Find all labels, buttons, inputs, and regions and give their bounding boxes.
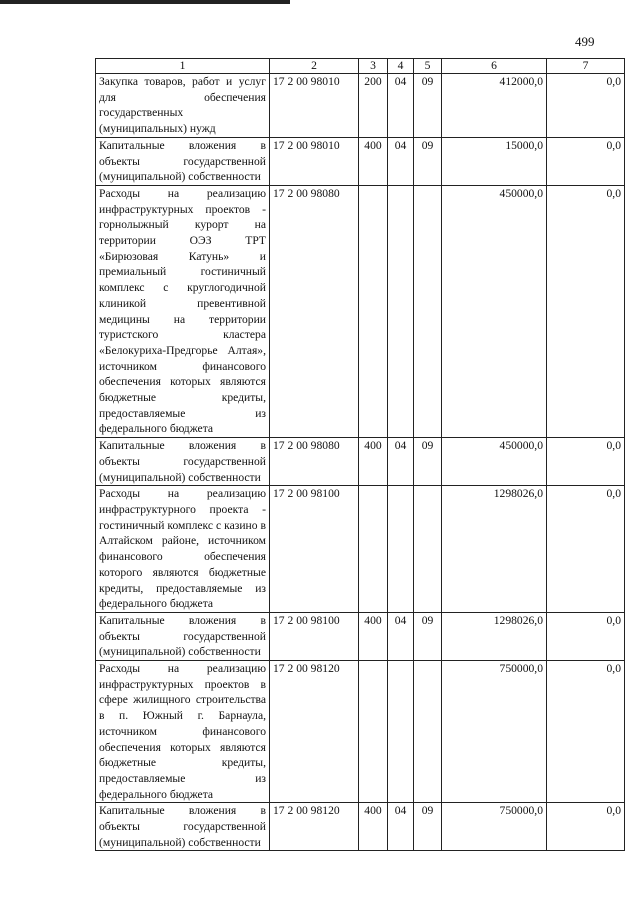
row-amount-cell: 750000,0 [442,661,547,803]
row-subsection-cell [414,661,442,803]
row-subsection-cell: 09 [414,612,442,660]
table-row [96,438,625,486]
row-amount-2-cell: 0,0 [547,661,625,803]
header-col-4: 4 [388,59,414,74]
row-code-cell: 17 2 00 98080 [270,185,359,437]
row-amount-cell: 450000,0 [442,185,547,437]
row-amount-cell: 1298026,0 [442,486,547,613]
row-name-cell: Капитальные вложения в объекты государственной (муниципальной) собственности [96,803,270,851]
row-subsection-cell: 09 [414,74,442,138]
row-section-cell: 04 [388,612,414,660]
row-amount-cell: 450000,0 [442,438,547,486]
row-amount-2-cell: 0,0 [547,185,625,437]
row-subsection-cell [414,486,442,613]
row-section-cell [388,185,414,437]
row-name-cell: Расходы на реализацию инфраструктурного проекта - гостиничный комплекс с казино в Алтайском районе, источником финансового обеспечения которого являются бюджетные кредиты, предоставляемые из федерального бюджета [96,486,270,613]
row-expense-type-cell [359,661,388,803]
row-code-cell: 17 2 00 98080 [270,438,359,486]
row-amount-cell: 412000,0 [442,74,547,138]
row-amount-2-cell: 0,0 [547,803,625,851]
row-name-cell: Закупка товаров, работ и услуг для обеспечения государственных (муниципальных) нужд [96,74,270,138]
row-code-cell: 17 2 00 98010 [270,74,359,138]
row-expense-type-cell [359,185,388,437]
header-col-7: 7 [547,59,625,74]
table-row [96,185,625,437]
row-section-cell: 04 [388,74,414,138]
header-row [96,59,625,74]
row-name-cell: Капитальные вложения в объекты государственной (муниципальной) собственности [96,612,270,660]
row-expense-type-cell [359,486,388,613]
row-amount-cell: 750000,0 [442,803,547,851]
row-code-cell: 17 2 00 98100 [270,612,359,660]
row-section-cell: 04 [388,803,414,851]
row-amount-2-cell: 0,0 [547,74,625,138]
row-code-cell: 17 2 00 98100 [270,486,359,613]
header-col-1: 1 [96,59,270,74]
row-subsection-cell: 09 [414,803,442,851]
header-col-2: 2 [270,59,359,74]
row-subsection-cell: 09 [414,137,442,185]
row-expense-type-cell: 400 [359,438,388,486]
row-code-cell: 17 2 00 98010 [270,137,359,185]
row-code-cell: 17 2 00 98120 [270,661,359,803]
table-row [96,803,625,851]
page-number: 499 [575,34,595,49]
table-row [96,486,625,613]
row-amount-cell: 1298026,0 [442,612,547,660]
row-section-cell: 04 [388,137,414,185]
budget-table [95,58,625,851]
row-name-cell: Капитальные вложения в объекты государственной (муниципальной) собственности [96,137,270,185]
scan-edge-line [0,0,290,4]
header-col-5: 5 [414,59,442,74]
table-row [96,661,625,803]
row-expense-type-cell: 400 [359,612,388,660]
row-code-cell: 17 2 00 98120 [270,803,359,851]
row-amount-2-cell: 0,0 [547,612,625,660]
row-amount-2-cell: 0,0 [547,438,625,486]
header-col-6: 6 [442,59,547,74]
row-subsection-cell [414,185,442,437]
row-expense-type-cell: 400 [359,803,388,851]
row-expense-type-cell: 200 [359,74,388,138]
row-expense-type-cell: 400 [359,137,388,185]
row-amount-2-cell: 0,0 [547,137,625,185]
table-row [96,612,625,660]
row-name-cell: Расходы на реализацию инфраструктурных проектов в сфере жилищного строительства в п. Южный г. Барнаула, источником финансового обеспечения которых являются бюджетные кредиты, предоставляемые из федерального бюджета [96,661,270,803]
table-row [96,137,625,185]
row-amount-2-cell: 0,0 [547,486,625,613]
row-amount-cell: 15000,0 [442,137,547,185]
table-row [96,74,625,138]
row-name-cell: Расходы на реализацию инфраструктурных проектов - горнолыжный курорт на территории ОЭЗ ТРТ «Бирюзовая Катунь» и премиальный гостиничный комплекс с круглогодичной клиникой превентивной медицины на территории туристского кластера «Белокуриха-Предгорье Алтая», источником финансового обеспечения которых являются бюджетные кредиты, предоставляемые из федерального бюджета [96,185,270,437]
row-name-cell: Капитальные вложения в объекты государственной (муниципальной) собственности [96,438,270,486]
row-section-cell: 04 [388,438,414,486]
row-section-cell [388,486,414,613]
row-subsection-cell: 09 [414,438,442,486]
header-col-3: 3 [359,59,388,74]
row-section-cell [388,661,414,803]
